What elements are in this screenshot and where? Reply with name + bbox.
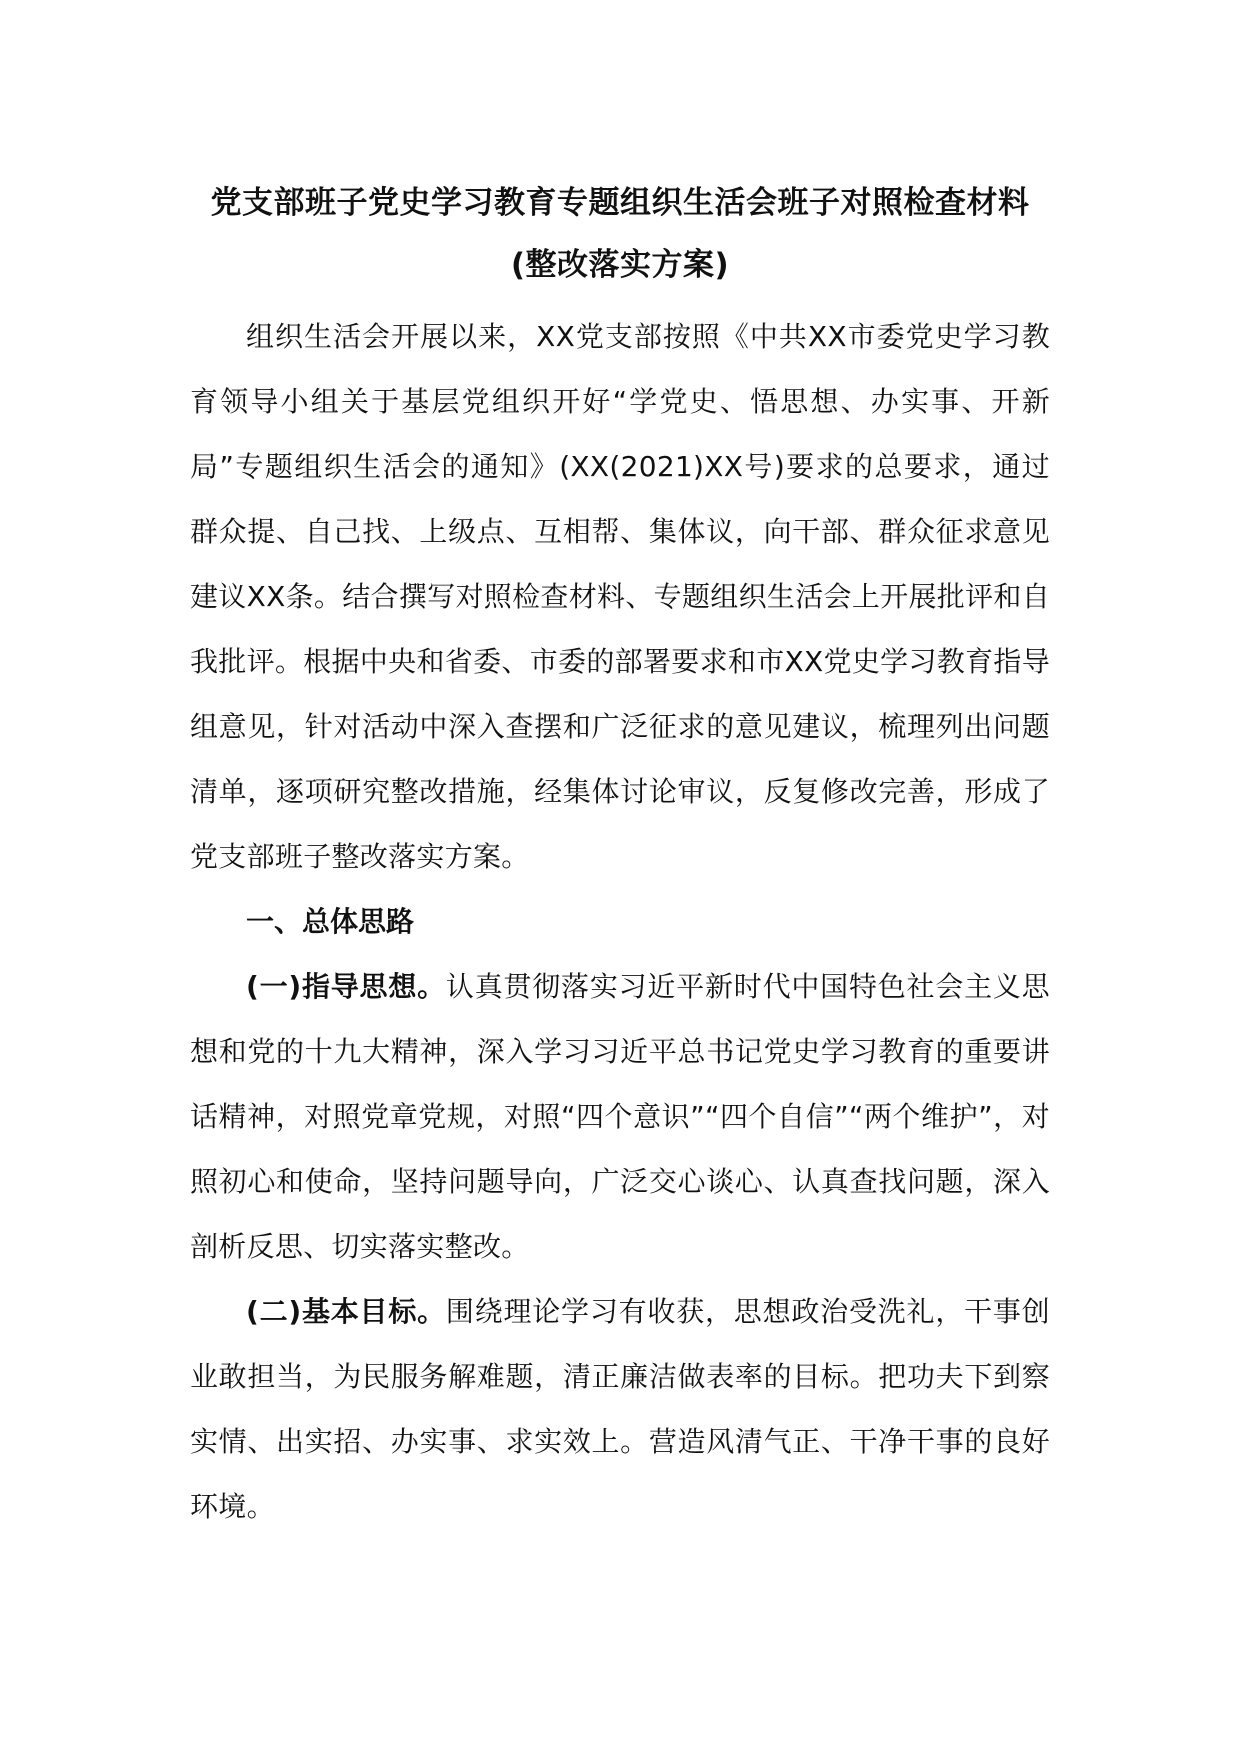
guiding-thought-paragraph [190,954,1050,1279]
basic-goal-paragraph [190,1279,1050,1539]
section-heading-overall-approach: 一、总体思路 [246,905,415,938]
document-title: 党支部班子党史学习教育专题组织生活会班子对照检查材料(整改落实方案) [210,185,1030,283]
guiding-thought-lead: (一)指导思想。 [246,970,446,1003]
basic-goal-text: 围绕理论学习有收获，思想政治受洗礼，干事创业敢担当，为民服务解难题，清正廉洁做表率的目标。把功夫下到察实情、出实招、办实事、求实效上。营造风清气正、干净干事的良好环境。 [190,1295,1050,1523]
document-body [190,172,1050,1539]
intro-paragraph: 组织生活会开展以来，XX党支部按照《中共XX市委党史学习教育领导小组关于基层党组织开好“学党史、悟思想、办实事、开新局”专题组织生活会的通知》(XX(2021)XX号)要求的总要求，通过群众提、自己找、上级点、互相帮、集体议，向干部、群众征求意见建议XX条。结合撰写对照检查材料、专题组织生活会上开展批评和自我批评。根据中央和省委、市委的部署要求和市XX党史学习教育指导组意见，针对活动中深入查摆和广泛征求的意见建议，梳理列出问题清单，逐项研究整改措施，经集体讨论审议，反复修改完善，形成了党支部班子整改落实方案。 [190,320,1050,873]
basic-goal-lead: (二)基本目标。 [246,1295,446,1328]
guiding-thought-text: 认真贯彻落实习近平新时代中国特色社会主义思想和党的十九大精神，深入学习习近平总书记党史学习教育的重要讲话精神，对照党章党规，对照“四个意识”“四个自信”“两个维护”，对照初心和使命，坚持问题导向，广泛交心谈心、认真查找问题，深入剖析反思、切实落实整改。 [190,970,1050,1263]
